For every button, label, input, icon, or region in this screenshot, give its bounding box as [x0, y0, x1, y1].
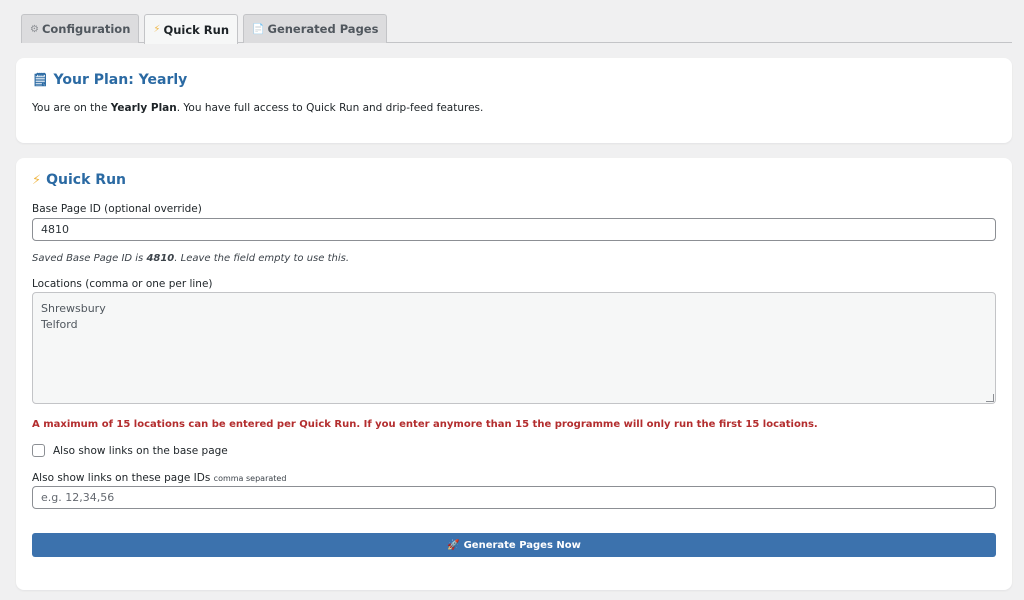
checkbox-label: Also show links on the base page: [53, 444, 228, 457]
locations-textarea[interactable]: [32, 292, 996, 404]
plan-description: [32, 102, 483, 114]
lightning-icon: ⚡: [153, 24, 161, 35]
tab-configuration[interactable]: [21, 14, 139, 43]
generate-pages-button[interactable]: [32, 533, 996, 557]
tab-quick-run[interactable]: [144, 14, 238, 44]
locations-warning: A maximum of 15 locations can be entered per Quick Run. If you enter anymore than 15 the programme will only run the first 15 locations.: [32, 419, 818, 430]
plan-title: [32, 72, 187, 88]
hint-bold: 4810: [146, 253, 175, 264]
quick-run-title-text: Quick Run: [46, 172, 127, 188]
extra-ids-label-text: Also show links on these page IDs: [32, 472, 211, 484]
tab-bar: [21, 14, 1012, 43]
base-page-hint: [32, 253, 349, 264]
hint-prefix: Saved Base Page ID is: [32, 253, 147, 264]
plan-text-suffix: . You have full access to Quick Run and drip-feed features.: [176, 102, 484, 114]
extra-ids-input[interactable]: [32, 486, 996, 509]
base-page-input[interactable]: [32, 218, 996, 241]
base-page-label: Base Page ID (optional override): [32, 203, 202, 215]
plan-card: [16, 58, 1012, 143]
extra-ids-hint: comma separated: [213, 474, 287, 483]
base-page-links-option[interactable]: [32, 444, 228, 457]
hint-suffix: . Leave the field empty to use this.: [174, 253, 350, 264]
lightning-icon: ⚡: [32, 172, 42, 188]
page-icon: 📄: [252, 23, 265, 35]
tab-label: Configuration: [41, 22, 131, 36]
extra-ids-label: [32, 472, 286, 484]
base-page-links-checkbox[interactable]: [32, 444, 45, 457]
locations-label: Locations (comma or one per line): [32, 278, 213, 290]
tab-label: Quick Run: [163, 22, 230, 37]
rocket-icon: 🚀: [447, 539, 460, 551]
tab-label: Generated Pages: [267, 22, 379, 36]
tab-generated-pages[interactable]: [243, 14, 387, 43]
generate-button-label: Generate Pages Now: [463, 539, 581, 551]
plan-text-prefix: You are on the: [32, 102, 111, 114]
gear-icon: ⚙: [30, 23, 39, 35]
plan-title-text: Your Plan: Yearly: [53, 72, 188, 88]
notepad-icon: 🗒: [32, 72, 49, 88]
quick-run-title: [32, 172, 126, 188]
resize-handle-icon[interactable]: [986, 394, 994, 402]
quick-run-card: [16, 158, 1012, 590]
plan-text-bold: Yearly Plan: [110, 102, 177, 114]
